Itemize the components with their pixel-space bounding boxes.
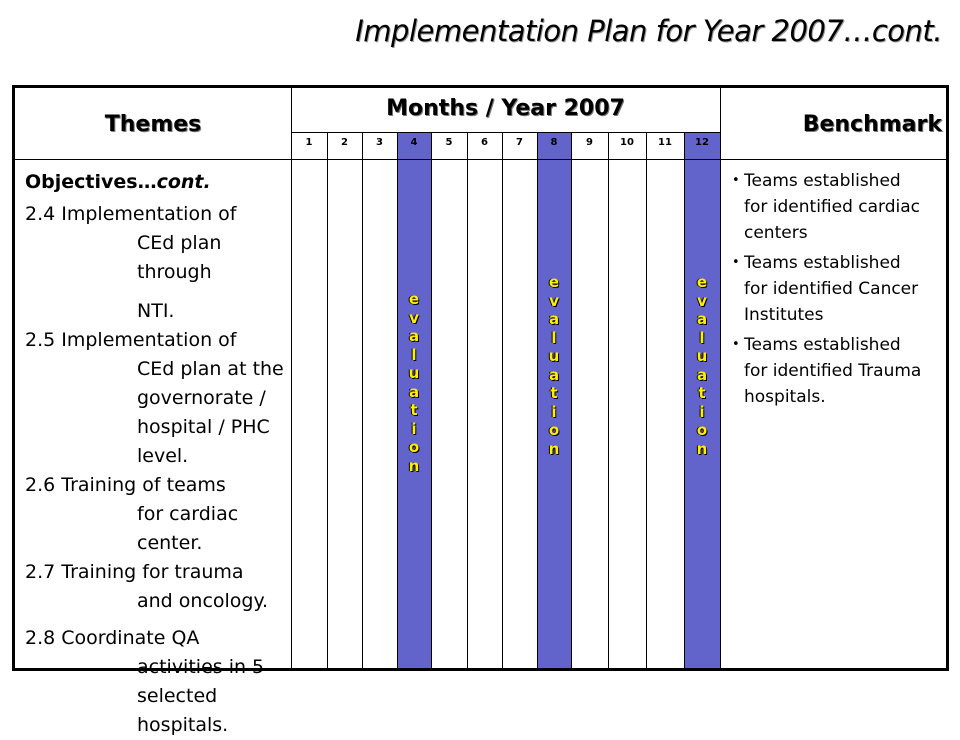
theme-item-line: CEd plan through: [137, 232, 222, 283]
benchmark-line: centers: [744, 223, 808, 243]
evaluation-label-month-4: [397, 290, 431, 475]
benchmark-item: [732, 168, 942, 246]
evaluation-letter: v: [549, 291, 559, 310]
month-divider: [467, 132, 468, 669]
evaluation-letter: u: [696, 347, 708, 365]
evaluation-letter: e: [548, 273, 560, 291]
benchmark-item: [732, 332, 942, 410]
theme-item-line: and oncology.: [137, 590, 269, 612]
month-number-11: 11: [658, 137, 672, 148]
evaluation-label-month-8: [537, 273, 571, 458]
objectives-cont: cont.: [156, 171, 211, 193]
evaluation-letter: t: [698, 384, 706, 402]
month-divider: [608, 132, 609, 669]
benchmark-line: Institutes: [744, 305, 824, 325]
month-number-5: 5: [445, 137, 453, 148]
bullet-icon: •: [732, 337, 740, 352]
evaluation-letter: a: [696, 310, 708, 328]
theme-item-line: level.: [137, 445, 189, 467]
objectives-heading: [25, 168, 287, 197]
theme-item-title: 2.6 Training of teams: [25, 474, 226, 496]
divider: [291, 88, 292, 669]
month-number-2: 2: [341, 137, 348, 148]
month-number-4: 4: [410, 137, 418, 148]
month-number-1: 1: [305, 137, 313, 148]
page-title: Implementation Plan for Year 2007…cont.: [355, 14, 942, 48]
month-number-10: 10: [620, 137, 634, 148]
theme-item-title: 2.4 Implementation of: [25, 203, 237, 225]
month-divider: [571, 132, 572, 669]
evaluation-letter: a: [408, 327, 420, 345]
theme-item-line: CEd plan at the: [137, 358, 284, 380]
theme-item: [25, 471, 287, 558]
divider: [720, 88, 721, 669]
themes-column: [25, 168, 287, 740]
objectives-label: Objectives…: [25, 171, 157, 193]
benchmark-title: Teams established: [744, 335, 901, 355]
months-header: Months / Year 2007: [386, 96, 625, 121]
evaluation-letter: o: [696, 421, 708, 439]
evaluation-letter: u: [408, 364, 420, 382]
themes-header: Themes: [104, 112, 202, 137]
theme-item: [25, 200, 287, 326]
evaluation-letter: a: [548, 310, 560, 328]
theme-item: [25, 558, 287, 616]
month-divider: [327, 132, 328, 669]
evaluation-letter: u: [548, 347, 560, 365]
theme-item-title: 2.8 Coordinate QA: [25, 627, 200, 649]
evaluation-letter: o: [548, 421, 560, 439]
evaluation-letter: e: [696, 273, 708, 291]
evaluation-letter: n: [548, 439, 560, 458]
evaluation-letter: t: [550, 384, 558, 402]
theme-item-line: selected hospitals.: [137, 685, 229, 736]
evaluation-letter: v: [697, 291, 707, 310]
theme-item-line: activities in 5: [137, 656, 265, 678]
theme-item: [25, 624, 287, 740]
month-number-6: 6: [481, 137, 488, 148]
benchmark-line: for identified cardiac: [744, 197, 921, 217]
benchmark-line: for identified Cancer: [744, 279, 919, 299]
benchmark-title: Teams established: [744, 171, 901, 191]
evaluation-letter: e: [408, 290, 420, 308]
theme-item-title: 2.5 Implementation of: [25, 329, 237, 351]
month-number-9: 9: [586, 137, 593, 148]
evaluation-letter: a: [408, 382, 420, 401]
evaluation-letter: i: [699, 402, 705, 421]
benchmark-title: Teams established: [744, 253, 901, 273]
bullet-icon: •: [732, 255, 740, 270]
evaluation-label-month-12: [684, 273, 720, 458]
month-divider: [362, 132, 363, 669]
evaluation-letter: l: [699, 328, 705, 347]
evaluation-letter: a: [696, 365, 708, 384]
divider: [291, 132, 720, 133]
benchmark-column: [732, 168, 942, 414]
evaluation-letter: v: [409, 308, 419, 327]
evaluation-letter: l: [411, 345, 417, 364]
evaluation-letter: i: [551, 402, 557, 421]
evaluation-letter: a: [548, 365, 560, 384]
evaluation-letter: n: [408, 456, 420, 475]
month-number-7: 7: [516, 137, 523, 148]
month-divider: [646, 132, 647, 669]
theme-item-line: hospital / PHC: [137, 416, 270, 438]
evaluation-letter: t: [410, 401, 418, 419]
benchmark-header: Benchmark: [802, 112, 942, 137]
bullet-icon: •: [732, 173, 740, 188]
theme-item-title: 2.7 Training for trauma: [25, 561, 244, 583]
month-number-12: 12: [695, 137, 709, 148]
theme-item-line: NTI.: [137, 300, 175, 322]
theme-item-line: governorate /: [137, 387, 266, 409]
month-divider: [431, 132, 432, 669]
evaluation-letter: o: [408, 438, 420, 456]
benchmark-item: [732, 250, 942, 328]
evaluation-letter: n: [696, 439, 708, 458]
month-divider: [502, 132, 503, 669]
evaluation-letter: i: [411, 419, 417, 438]
theme-item-line: for cardiac center.: [137, 503, 239, 554]
month-number-8: 8: [550, 137, 558, 148]
divider: [15, 159, 947, 160]
theme-item: [25, 326, 287, 471]
month-number-3: 3: [376, 137, 383, 148]
benchmark-line: for identified Trauma: [744, 361, 922, 381]
benchmark-line: hospitals.: [744, 387, 826, 407]
evaluation-letter: l: [551, 328, 557, 347]
